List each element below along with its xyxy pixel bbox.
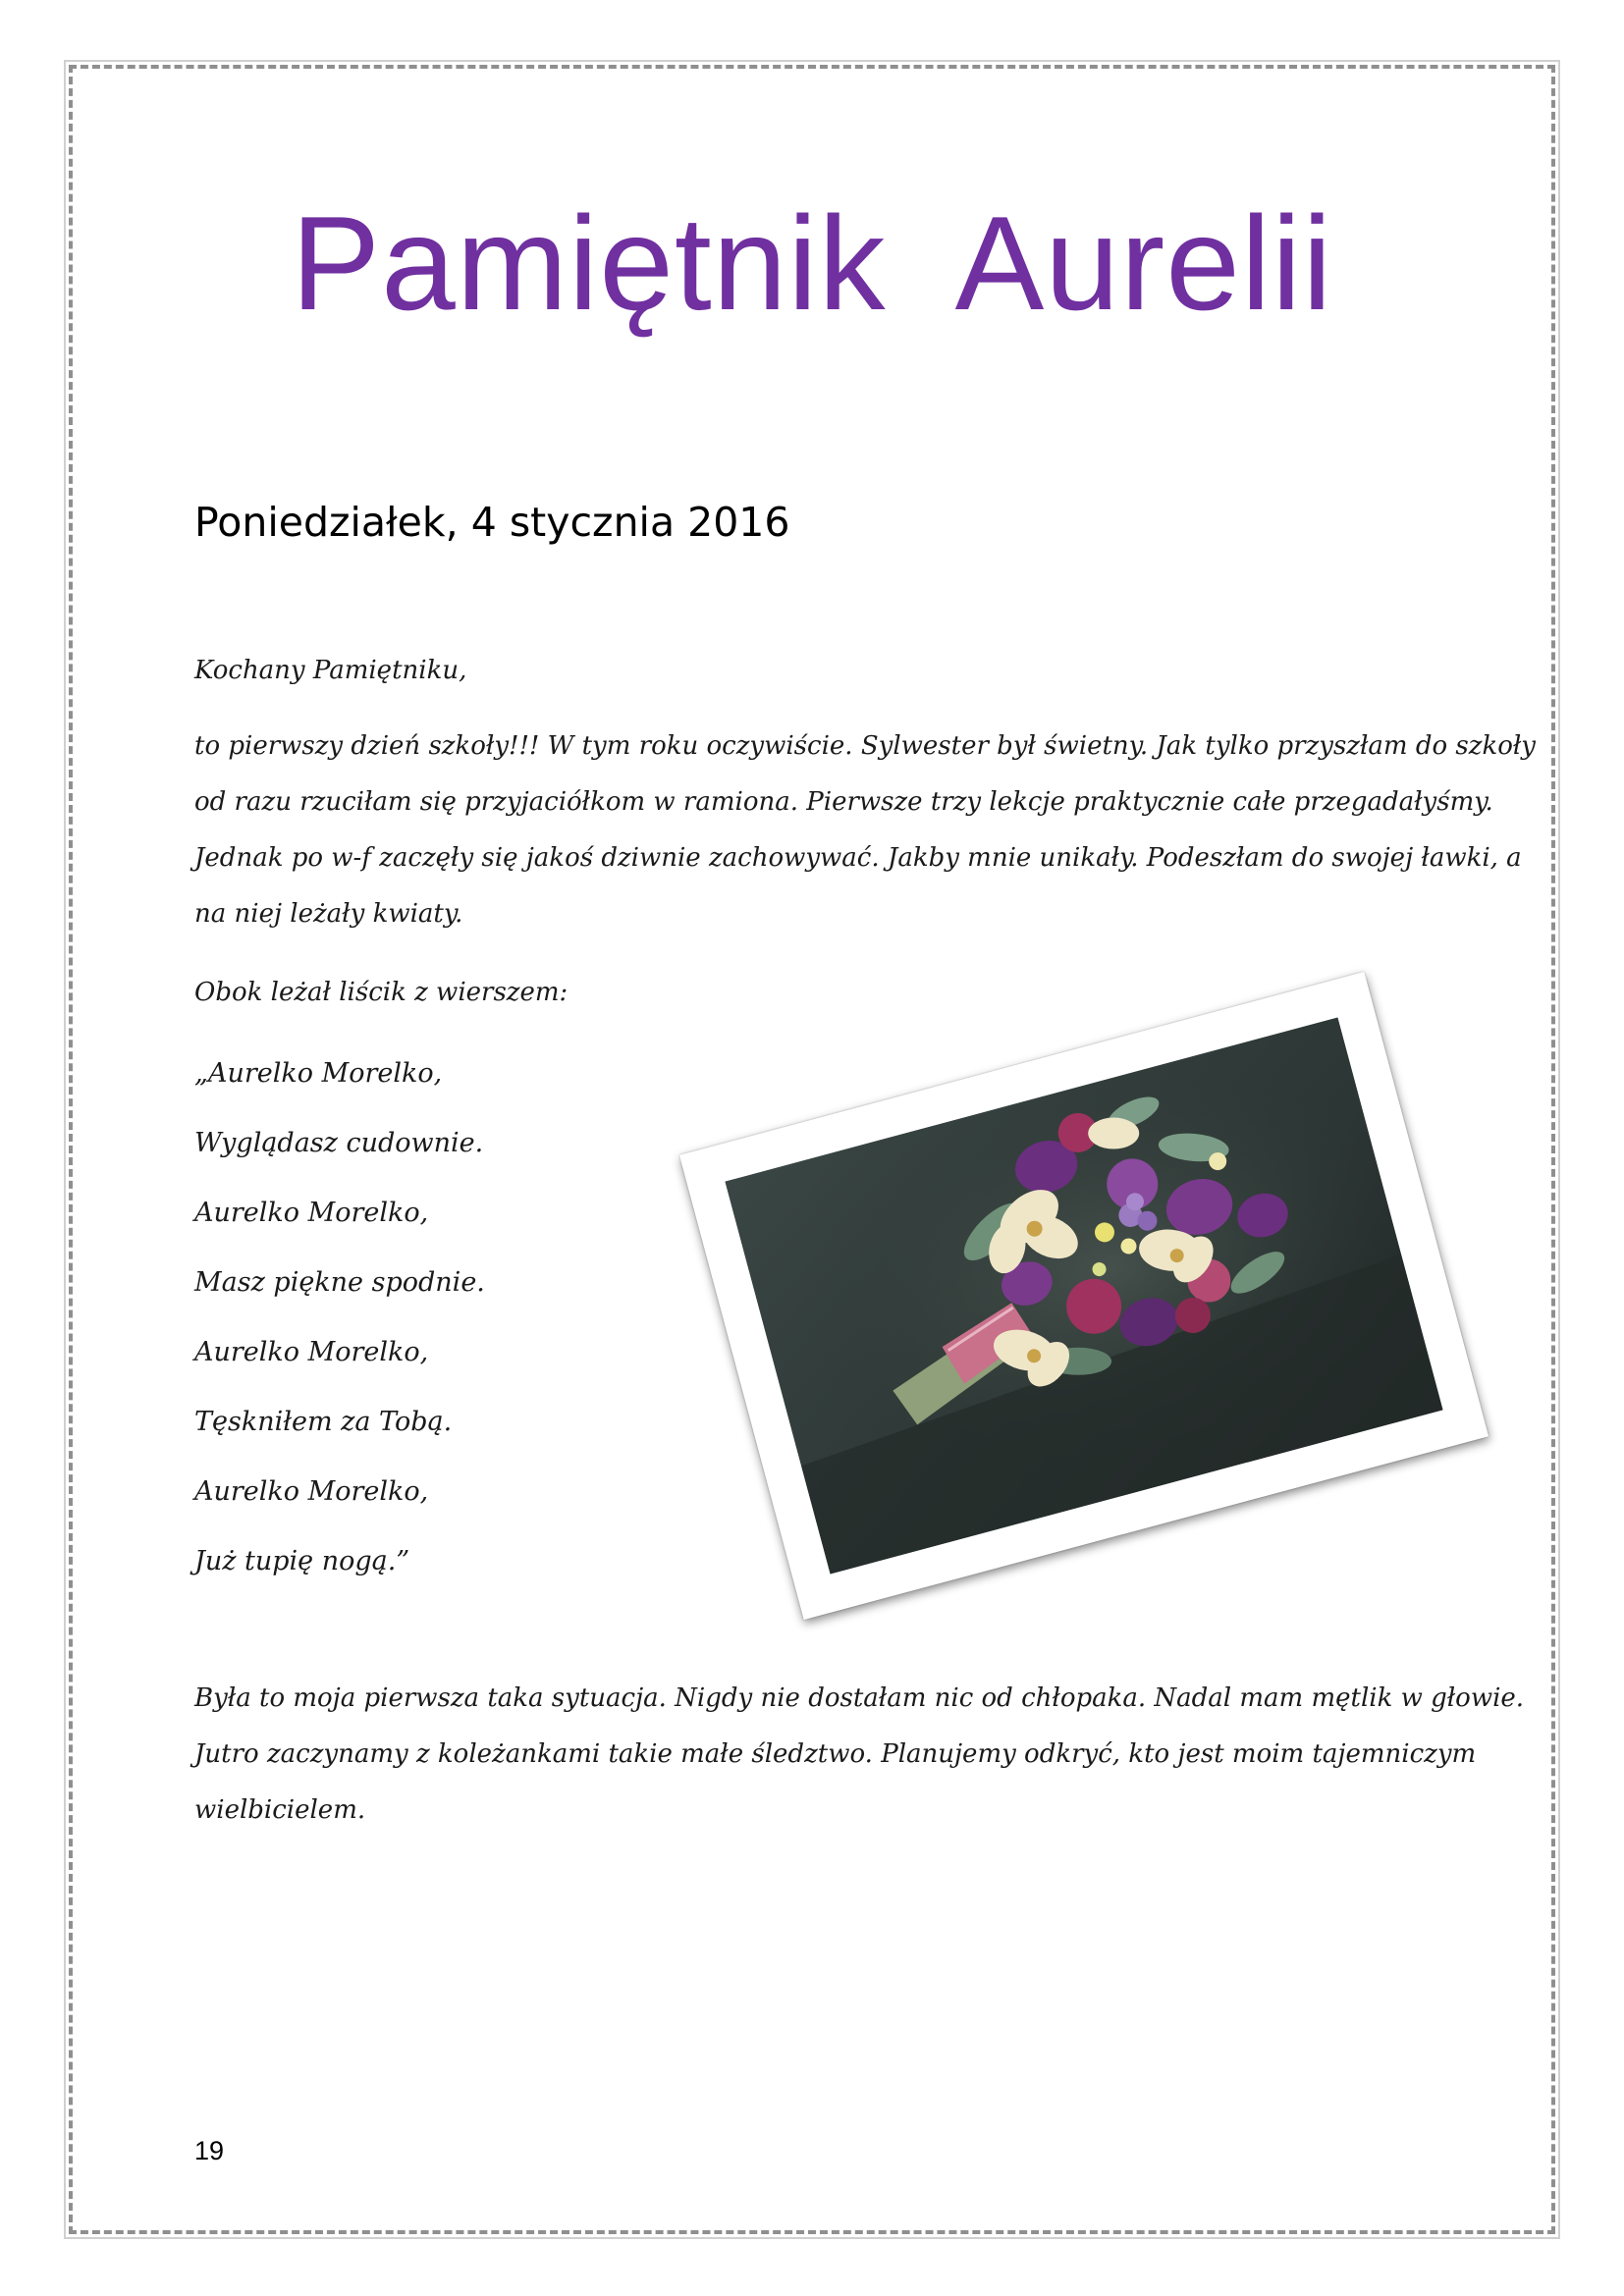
note-intro: Obok leżał liścik z wierszem: — [194, 978, 568, 1007]
page-title: Pamiętnik Aurelii — [291, 188, 1333, 338]
poem-line: Aurelko Morelko, — [194, 1198, 429, 1228]
poem-line: Wyglądasz cudownie. — [194, 1128, 484, 1158]
text-line: Była to moja pierwsza taka sytuacja. Nigdy nie dostałam nic od chłopaka. Nadal mam mętlik w głowie. — [194, 1683, 1525, 1713]
entry-date: Poniedziałek, 4 stycznia 2016 — [194, 499, 790, 546]
poem — [194, 1054, 485, 1612]
text-line: to pierwszy dzień szkoły!!! W tym roku oczywiście. Sylwester był świetny. Jak tylko przyszłam do szkoły — [194, 731, 1536, 761]
poem-line: Już tupię nogą.” — [194, 1546, 410, 1576]
entry-paragraph-1 — [194, 719, 1536, 942]
text-line: wielbicielem. — [194, 1795, 366, 1825]
text-line: od razu rzuciłam się przyjaciółkom w ramiona. Pierwsze trzy lekcje praktycznie całe przegadałyśmy. — [194, 787, 1493, 817]
text-line: Jednak po w-f zaczęły się jakoś dziwnie zachowywać. Jakby mnie unikały. Podeszłam do swojej ławki, a — [194, 843, 1522, 873]
poem-line: Tęskniłem za Tobą. — [194, 1407, 453, 1437]
text-line: na niej leżały kwiaty. — [194, 899, 463, 929]
poem-line: Aurelko Morelko, — [194, 1337, 429, 1367]
poem-line: „Aurelko Morelko, — [194, 1058, 443, 1089]
entry-greeting: Kochany Pamiętniku, — [194, 656, 467, 685]
entry-paragraph-2 — [194, 1671, 1524, 1839]
poem-line: Masz piękne spodnie. — [194, 1267, 485, 1298]
text-line: Jutro zaczynamy z koleżankami takie małe śledztwo. Planujemy odkryć, kto jest moim tajemniczym — [194, 1739, 1477, 1769]
poem-line: Aurelko Morelko, — [194, 1476, 429, 1507]
page-number: 19 — [194, 2136, 225, 2165]
